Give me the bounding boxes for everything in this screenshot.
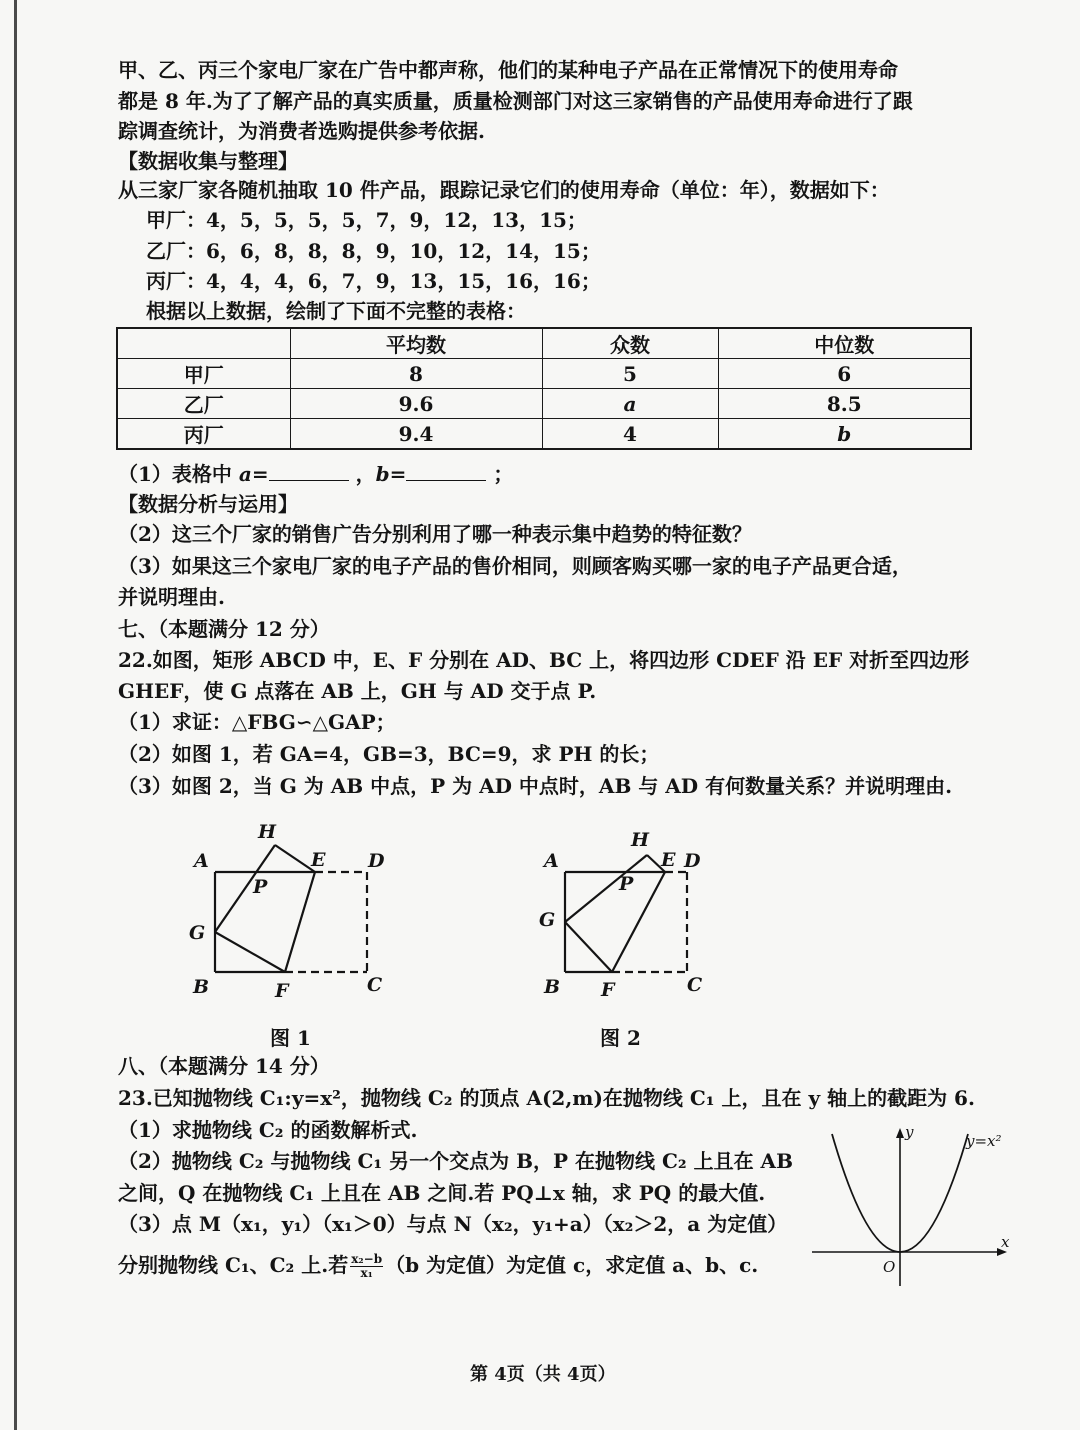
problem-23-q2-line-1: （2）抛物线 C₂ 与抛物线 C₁ 另一个交点为 B，P 在抛物线 C₂ 上且在 AB (118, 1149, 793, 1173)
problem-23-q1: （1）求抛物线 C₂ 的函数解析式. (118, 1118, 418, 1142)
label-B: B (193, 976, 210, 998)
label-D: D (368, 850, 385, 872)
figure-2-caption: 图 2 (600, 1026, 641, 1050)
label-D: D (684, 850, 701, 872)
label-E: E (311, 849, 326, 871)
table-row (117, 359, 971, 389)
table-header-cell: 众数 (542, 328, 718, 359)
label-P: P (253, 876, 268, 898)
section-collect-heading: 【数据收集与整理】 (118, 149, 298, 173)
label-G: G (539, 909, 556, 931)
fraction-denominator: x₁ (360, 1266, 373, 1280)
table-cell: 甲厂 (117, 359, 290, 389)
segment-GH (565, 855, 647, 922)
table-cell: 9.6 (290, 389, 542, 419)
q1-b: b (375, 462, 390, 486)
q1-prefix: （1）表格中 (118, 462, 239, 486)
q1-eq2: = (389, 462, 407, 486)
factory-yi-data: 乙厂：6，6，8，8，8，9，10，12，14，15； (146, 239, 601, 263)
table-header-cell: 平均数 (290, 328, 542, 359)
scan-edge (14, 0, 17, 1430)
problem-23-line-1: 23.已知抛物线 C₁:y=x²，抛物线 C₂ 的顶点 A(2,m)在抛物线 C₁ 上，且在 y 轴上的截距为 6. (118, 1086, 975, 1110)
fraction (350, 1253, 383, 1280)
problem-22-q2: （2）如图 1，若 GA=4，GB=3，BC=9，求 PH 的长； (118, 742, 660, 766)
table-header-cell: 中位数 (718, 328, 971, 359)
question-3-line-1: （3）如果这三个家电厂家的电子产品的售价相同，则顾客购买哪一家的电子产品更合适， (118, 554, 912, 578)
label-F: F (275, 980, 289, 1002)
table-cell: 9.4 (290, 419, 542, 450)
question-2: （2）这三个厂家的销售广告分别利用了哪一种表示集中趋势的特征数？ (118, 522, 752, 546)
table-header-row (117, 328, 971, 359)
label-A: A (194, 850, 209, 872)
problem-23-q3-line-1: （3）点 M（x₁，y₁）（x₁＞0）与点 N（x₂，y₁+a）（x₂＞2，a 为定值） (118, 1212, 788, 1236)
label-G: G (189, 922, 206, 944)
factory-bing-data: 丙厂：4，4，4，6，7，9，13，15，16，16； (146, 269, 601, 293)
y-axis-arrow (896, 1128, 904, 1138)
table-cell: 4 (542, 419, 718, 450)
table-row (117, 389, 971, 419)
label-B: B (544, 976, 561, 998)
parabola-graph (808, 1118, 1023, 1293)
q1-eq1: = (251, 462, 269, 486)
origin-label: O (883, 1258, 896, 1276)
intro-line-1: 甲、乙、丙三个家电厂家在广告中都声称，他们的某种电子产品在正常情况下的使用寿命 (118, 58, 898, 82)
page-footer: 第 4页（共 4页） (470, 1364, 616, 1385)
table-cell: 6 (718, 359, 971, 389)
label-F: F (601, 979, 615, 1001)
figure-1-caption: 图 1 (270, 1026, 311, 1050)
label-C: C (687, 974, 703, 996)
table-cell: b (718, 419, 971, 450)
problem-22-q1: （1）求证：△FBG∽△GAP； (118, 710, 396, 734)
q1-mid: ， (355, 462, 376, 486)
q3-pre: 分别抛物线 C₁、C₂ 上.若 (118, 1253, 349, 1277)
question-1 (118, 461, 513, 487)
problem-23-q3-line-2 (118, 1252, 758, 1280)
collect-description: 从三家厂家各随机抽取 10 件产品，跟踪记录它们的使用寿命（单位：年），数据如下： (118, 178, 890, 202)
figure-1-diagram (180, 815, 400, 1010)
segment-HE (275, 845, 315, 872)
segment-EF (285, 872, 315, 972)
intro-line-3: 踪调查统计，为消费者选购提供参考依据. (118, 119, 485, 143)
table-cell: 8.5 (718, 389, 971, 419)
problem-22-q3: （3）如图 2，当 G 为 AB 中点，P 为 AD 中点时，AB 与 AD 有何数量关系？并说明理由. (118, 774, 953, 798)
question-3-line-2: 并说明理由. (118, 585, 225, 609)
section-8-heading: 八、（本题满分 14 分） (118, 1054, 330, 1078)
y-axis-label: y (905, 1123, 914, 1141)
segment-GF (215, 932, 285, 972)
answer-blank-a[interactable] (269, 462, 349, 481)
table-cell: 5 (542, 359, 718, 389)
table-row (117, 419, 971, 450)
table-cell: 8 (290, 359, 542, 389)
label-C: C (367, 974, 383, 996)
problem-22-line-1: 22.如图，矩形 ABCD 中，E、F 分别在 AD、BC 上，将四边形 CDEF 沿 EF 对折至四边形 (118, 648, 970, 672)
table-cell: a (542, 389, 718, 419)
table-cell: 乙厂 (117, 389, 290, 419)
factory-jia-data: 甲厂：4，5，5，5，5，7，9，12，13，15； (146, 208, 587, 232)
statistics-table (116, 327, 972, 450)
section-7-heading: 七、（本题满分 12 分） (118, 617, 330, 641)
x-axis-label: x (1001, 1233, 1010, 1251)
label-P: P (619, 873, 634, 895)
answer-blank-b[interactable] (406, 462, 486, 481)
table-header-cell (117, 328, 290, 359)
label-A: A (544, 850, 559, 872)
intro-line-2: 都是 8 年.为了了解产品的真实质量，质量检测部门对这三家销售的产品使用寿命进行了跟 (118, 89, 913, 113)
curve-label: y=x² (966, 1132, 1002, 1150)
figure-2-diagram (530, 815, 730, 1010)
section-analysis-heading: 【数据分析与运用】 (118, 492, 298, 516)
problem-23-q2-line-2: 之间，Q 在抛物线 C₁ 上且在 AB 之间.若 PQ⊥x 轴，求 PQ 的最大值. (118, 1181, 766, 1205)
problem-22-line-2: GHEF，使 G 点落在 AB 上，GH 与 AD 交于点 P. (118, 679, 597, 703)
table-cell: 丙厂 (117, 419, 290, 450)
fraction-numerator: x₂−b (351, 1252, 383, 1266)
label-E: E (661, 849, 676, 871)
label-H: H (258, 821, 276, 843)
q3-post: （b 为定值）为定值 c，求定值 a、b、c. (385, 1253, 759, 1277)
table-intro: 根据以上数据，绘制了下面不完整的表格： (146, 299, 526, 323)
label-H: H (631, 829, 649, 851)
q1-end: ； (493, 462, 514, 486)
segment-GF (565, 922, 612, 972)
q1-a: a (238, 462, 252, 486)
